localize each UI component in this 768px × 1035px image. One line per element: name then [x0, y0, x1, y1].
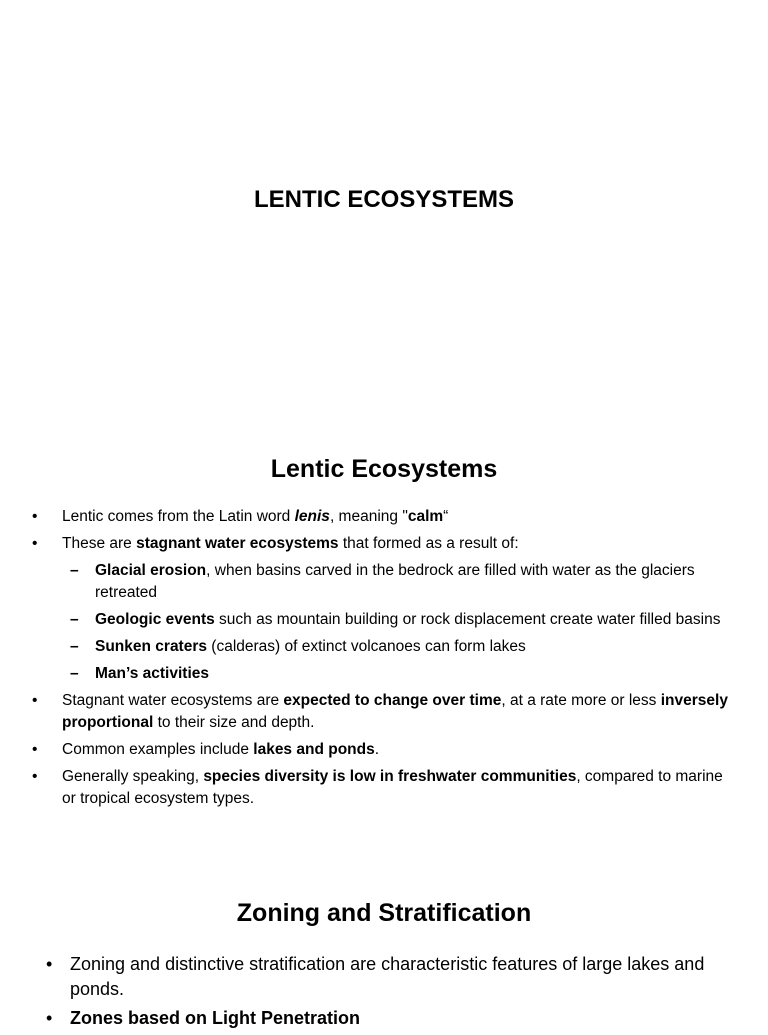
- dash-marker: –: [70, 611, 79, 628]
- bullet-text: Stagnant water ecosystems are: [62, 692, 284, 709]
- sub-bullet-item: [30, 609, 740, 631]
- bullet-text: Zoning and distinctive stratification are characteristic features of large lakes and ponds.: [70, 954, 705, 999]
- bullet-text: (calderas) of extinct volcanoes can form lakes: [207, 638, 526, 655]
- bullet-item: [30, 739, 740, 761]
- bold-text: Glacial erosion: [95, 562, 207, 579]
- slide-2: [0, 430, 768, 860]
- bold-text: stagnant water ecosystems: [136, 535, 339, 552]
- bullet-text: Common examples include: [62, 741, 254, 758]
- dash-marker: –: [70, 562, 79, 579]
- bullet-text: “: [443, 508, 449, 525]
- bold-text: Geologic events: [95, 611, 215, 628]
- bold-text: Sunken craters: [95, 638, 207, 655]
- slide-3-bullet-list: [44, 952, 744, 1035]
- bold-text: expected to change over time: [283, 692, 502, 709]
- bullet-item: [30, 533, 740, 555]
- bold-text: [295, 508, 330, 525]
- bullet-text: Generally speaking,: [62, 768, 204, 785]
- bullet-item: [30, 506, 740, 528]
- bullet-marker: •: [32, 692, 38, 709]
- sub-bullet-item: [30, 636, 740, 658]
- bullet-text: to their size and depth.: [153, 714, 315, 731]
- bullet-marker: •: [46, 954, 53, 974]
- slide-2-bullet-list: [30, 506, 740, 815]
- slide-3: [0, 860, 768, 1028]
- slide-3-title: Zoning and Stratification: [236, 899, 532, 927]
- bullet-item: [44, 1006, 744, 1031]
- bullet-marker: •: [32, 768, 38, 785]
- bold-text: inversely proportional: [62, 692, 728, 731]
- bullet-marker: •: [46, 1008, 53, 1028]
- bold-text: Man’s activities: [95, 665, 210, 682]
- bullet-text: These are: [62, 535, 137, 552]
- bullet-item: [44, 952, 744, 1002]
- bullet-text: , compared to marine or tropical ecosystem types.: [62, 768, 723, 807]
- slide-2-title: Lentic Ecosystems: [270, 455, 498, 483]
- bullet-marker: •: [32, 741, 38, 758]
- bullet-marker: •: [32, 535, 38, 552]
- bullet-text: such as mountain building or rock displacement create water filled basins: [214, 611, 721, 628]
- bold-text: species diversity is low in freshwater communities: [203, 768, 577, 785]
- sub-bullet-item: [30, 560, 740, 604]
- bold-text: calm: [407, 508, 444, 525]
- dash-marker: –: [70, 638, 79, 655]
- bullet-item: [30, 690, 740, 734]
- bullet-text: Lentic comes from the Latin word: [62, 508, 295, 525]
- bullet-item: [30, 766, 740, 810]
- emphasis-text: lenis: [294, 508, 330, 525]
- bullet-text: , meaning ": [329, 508, 408, 525]
- bullet-marker: •: [32, 508, 38, 525]
- slide-1: [0, 0, 768, 430]
- bullet-text: , at a rate more or less: [501, 692, 661, 709]
- slide-1-title: LENTIC ECOSYSTEMS: [253, 186, 515, 213]
- sub-bullet-item: [30, 663, 740, 685]
- bold-text: Zones based on Light Penetration: [70, 1008, 361, 1028]
- dash-marker: –: [70, 665, 79, 682]
- bullet-text: , when basins carved in the bedrock are filled with water as the glaciers retreated: [95, 562, 695, 601]
- bold-text: lakes and ponds: [253, 741, 375, 758]
- bullet-text: .: [374, 741, 380, 758]
- bullet-text: that formed as a result of:: [338, 535, 519, 552]
